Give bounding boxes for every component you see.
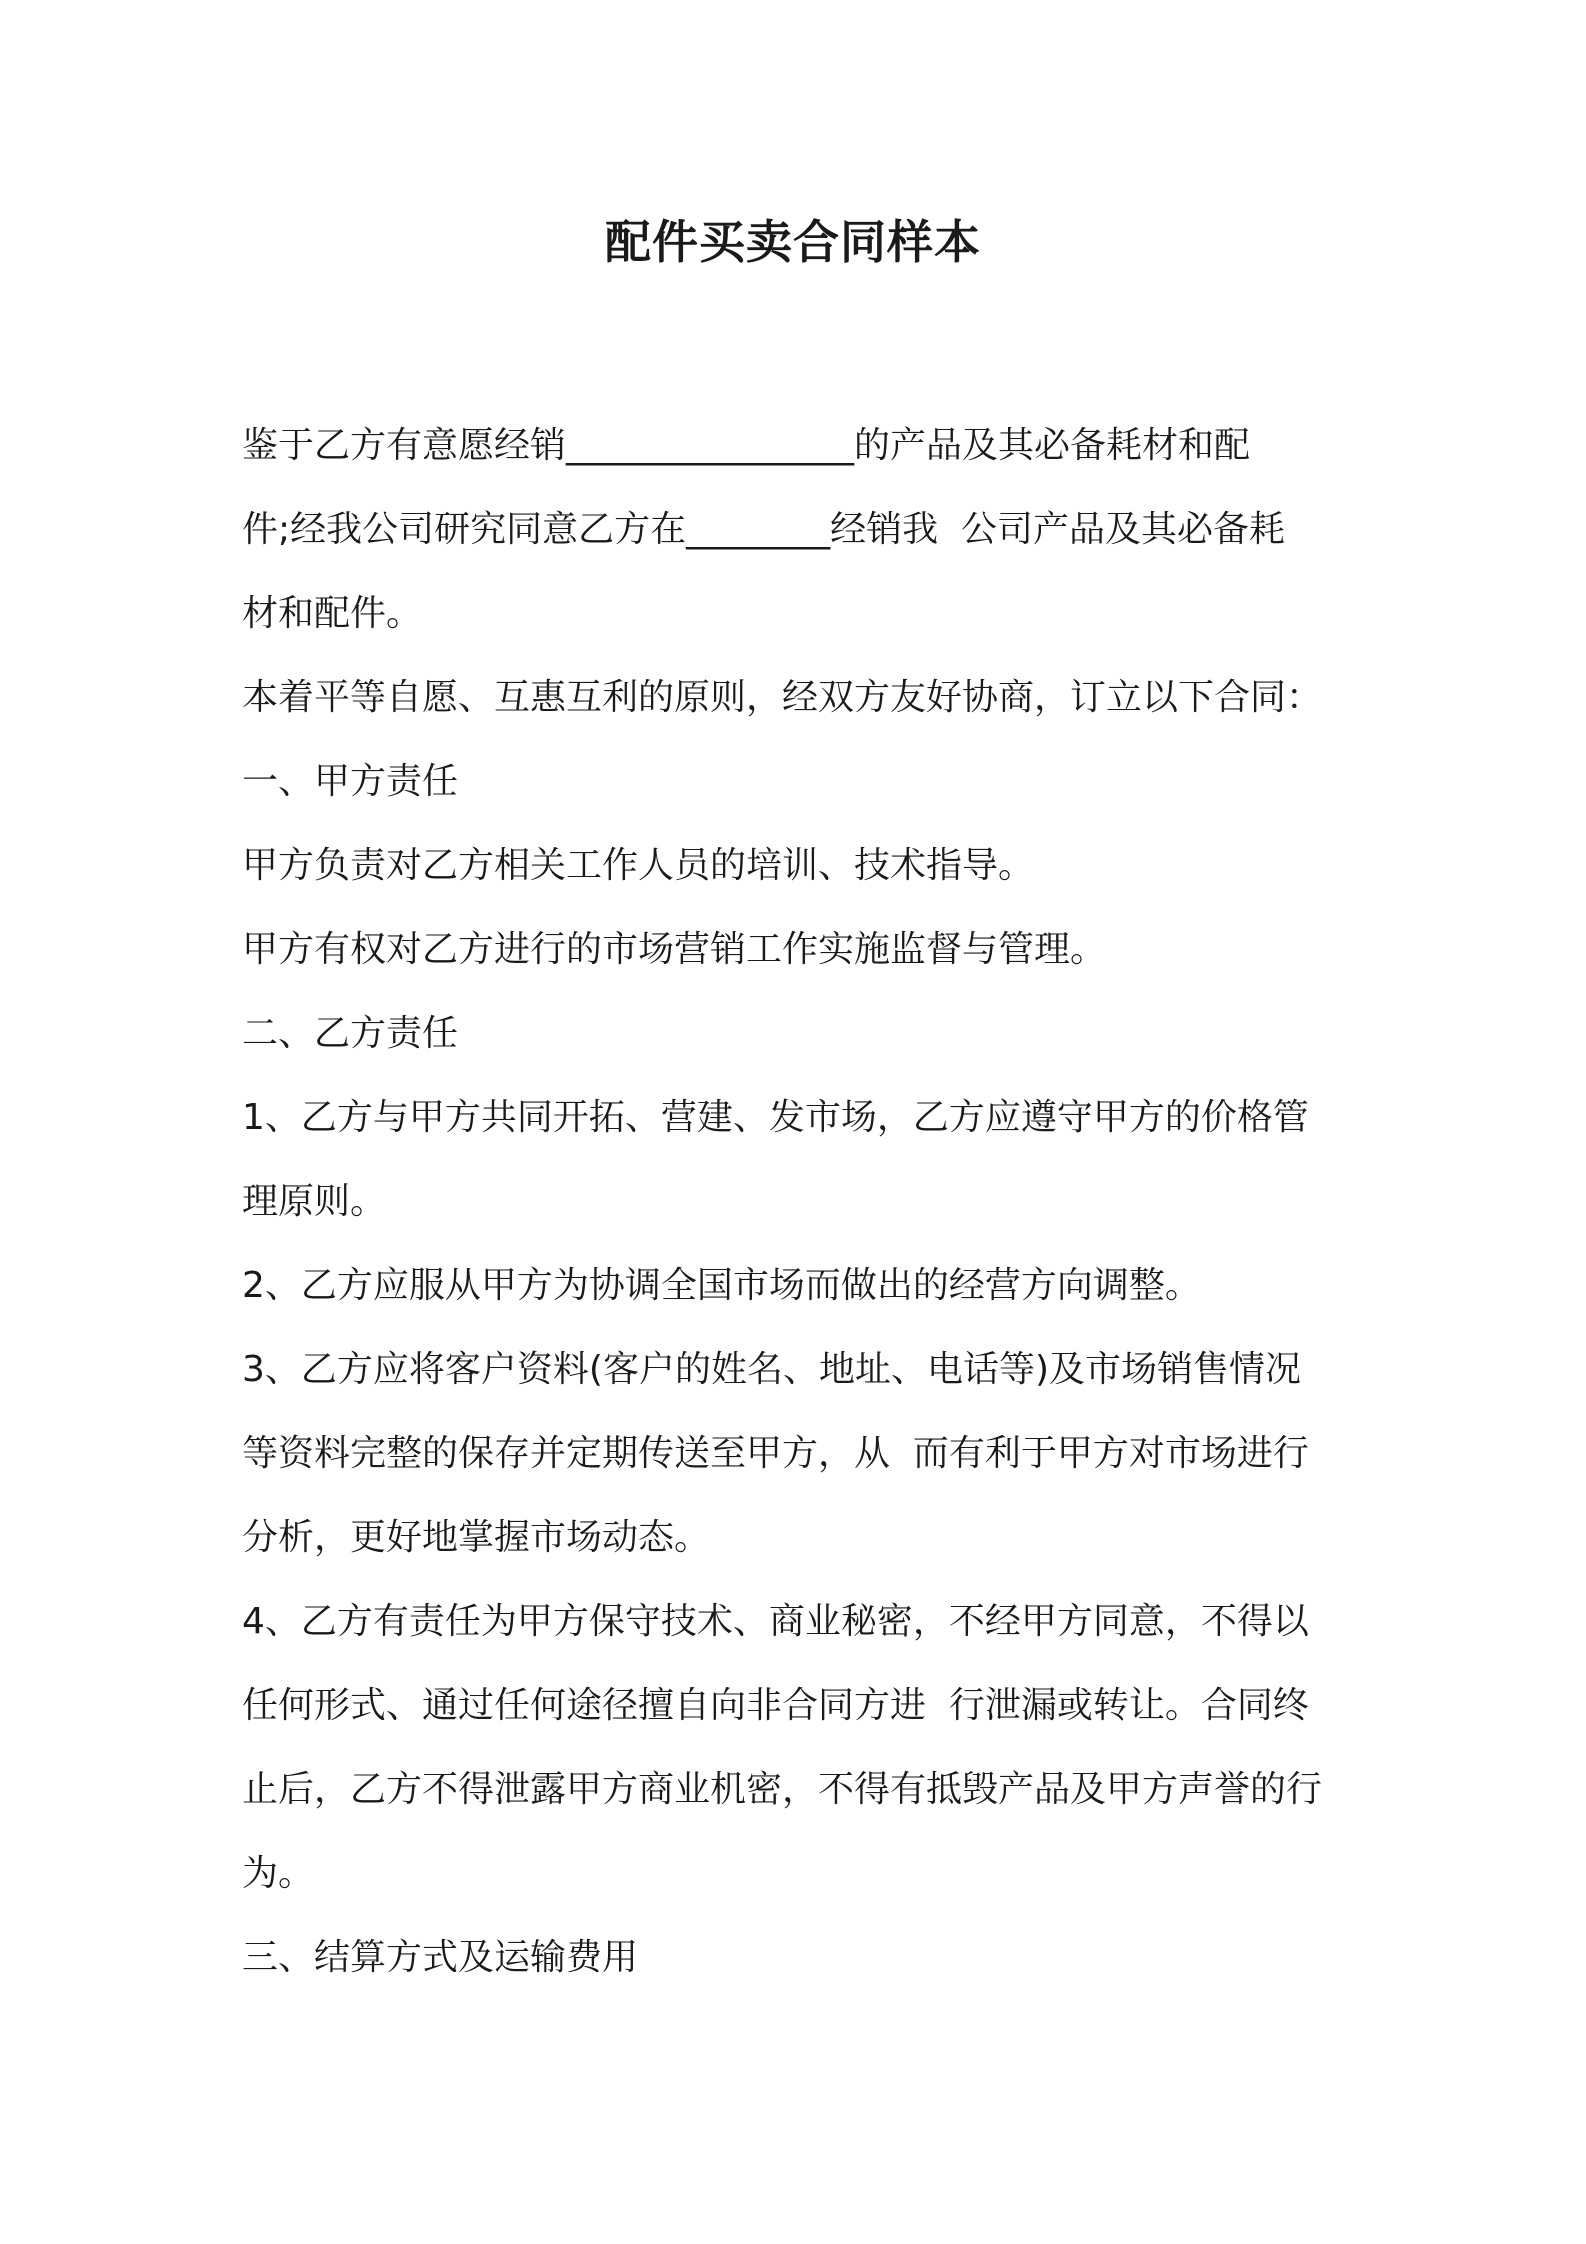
text-line: 任何形式、通过任何途径擅自向非合同方进 行泄漏或转让。合同终 — [242, 1685, 1309, 1726]
text-line: 鉴于乙方有意愿经销________________的产品及其必备耗材和配 — [242, 425, 1251, 466]
text-line: 止后，乙方不得泄露甲方商业机密，不得有抵毁产品及甲方声誉的行 — [242, 1769, 1323, 1810]
text-line: 甲方负责对乙方相关工作人员的培训、技术指导。 — [242, 845, 1035, 886]
text-line: 甲方有权对乙方进行的市场营销工作实施监督与管理。 — [242, 929, 1107, 970]
text-line: 件;经我公司研究同意乙方在________经销我 公司产品及其必备耗 — [242, 509, 1286, 550]
document-title: 配件买卖合同样本 — [605, 215, 981, 269]
text-line: 4、乙方有责任为甲方保守技术、商业秘密，不经甲方同意，不得以 — [242, 1601, 1309, 1642]
text-line: 1、乙方与甲方共同开拓、营建、发市场，乙方应遵守甲方的价格管 — [242, 1097, 1309, 1138]
text-line: 2、乙方应服从甲方为协调全国市场而做出的经营方向调整。 — [242, 1265, 1201, 1306]
text-line: 等资料完整的保存并定期传送至甲方，从 而有利于甲方对市场进行 — [242, 1433, 1309, 1474]
document-body — [242, 404, 1352, 2000]
text-line: 材和配件。 — [242, 593, 423, 634]
text-line: 3、乙方应将客户资料(客户的姓名、地址、电话等)及市场销售情况 — [242, 1349, 1301, 1390]
section-heading: 二、乙方责任 — [242, 1013, 459, 1054]
text-line: 本着平等自愿、互惠互利的原则，经双方友好协商，订立以下合同： — [242, 677, 1323, 718]
text-line: 理原则。 — [242, 1181, 387, 1222]
section-heading: 一、甲方责任 — [242, 761, 459, 802]
section-heading: 三、结算方式及运输费用 — [242, 1937, 639, 1978]
text-line: 为。 — [242, 1853, 315, 1894]
text-line: 分析，更好地掌握市场动态。 — [242, 1517, 711, 1558]
